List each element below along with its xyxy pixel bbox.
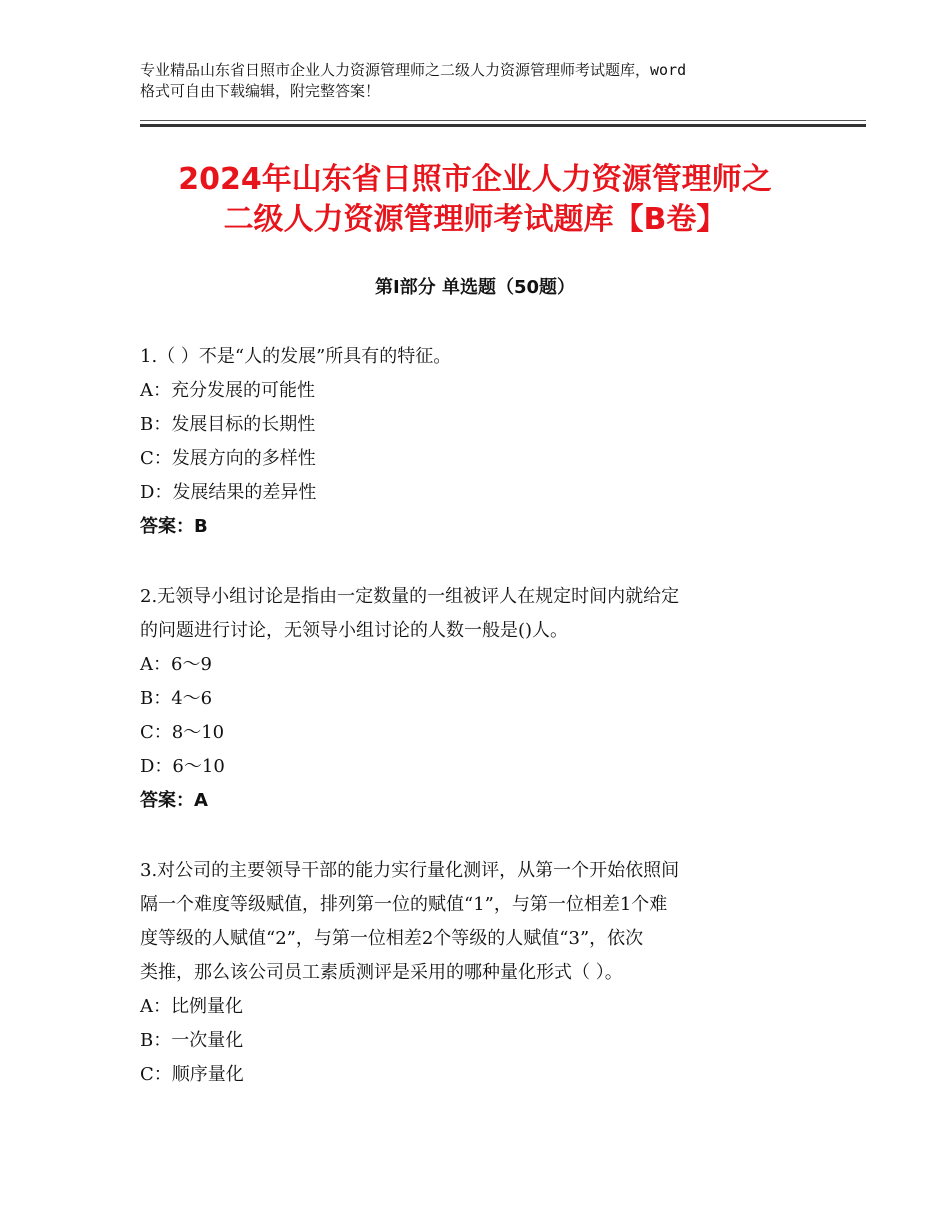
question-stem-line: 的问题进行讨论，无领导小组讨论的人数一般是()人。 bbox=[140, 620, 569, 641]
header-divider-thin bbox=[140, 120, 866, 121]
question-2 bbox=[140, 580, 810, 818]
option-d: D：6～10 bbox=[140, 756, 225, 777]
question-stem-line: 3.对公司的主要领导干部的能力实行量化测评，从第一个开始依照间 bbox=[140, 860, 680, 881]
option-c: C：顺序量化 bbox=[140, 1064, 244, 1085]
question-list bbox=[140, 340, 810, 1128]
document-title bbox=[100, 160, 850, 240]
option-b: B：4～6 bbox=[140, 688, 213, 709]
question-stem bbox=[140, 854, 810, 990]
section-title: 第Ⅰ部分 单选题（50题） bbox=[374, 277, 575, 298]
question-stem bbox=[140, 340, 810, 374]
question-1 bbox=[140, 340, 810, 544]
option-c: C：发展方向的多样性 bbox=[140, 448, 316, 469]
question-stem-line: 隔一个难度等级赋值，排列第一位的赋值“1”，与第一位相差1个难 bbox=[140, 894, 668, 915]
question-stem-line: 2.无领导小组讨论是指由一定数量的一组被评人在规定时间内就给定 bbox=[140, 586, 680, 607]
option-c: C：8～10 bbox=[140, 722, 225, 743]
option-a: A：充分发展的可能性 bbox=[140, 380, 315, 401]
question-stem-line: 度等级的人赋值“2”，与第一位相差2个等级的人赋值“3”，依次 bbox=[140, 928, 644, 949]
document-title-line: 二级人力资源管理师考试题库【B卷】 bbox=[223, 202, 727, 237]
header-note-line: 专业精品山东省日照市企业人力资源管理师之二级人力资源管理师考试题库，word bbox=[140, 61, 687, 79]
option-a: A：比例量化 bbox=[140, 996, 243, 1017]
question-3 bbox=[140, 854, 810, 1092]
answer-label: 答案：A bbox=[140, 790, 208, 811]
header-divider-thick bbox=[140, 124, 866, 127]
option-b: B：一次量化 bbox=[140, 1030, 244, 1051]
question-stem-line: 1.（ ）不是“人的发展”所具有的特征。 bbox=[140, 346, 452, 367]
option-d: D：发展结果的差异性 bbox=[140, 482, 317, 503]
option-a: A：6～9 bbox=[140, 654, 212, 675]
document-title-line: 2024年山东省日照市企业人力资源管理师之 bbox=[178, 162, 772, 197]
answer-label: 答案：B bbox=[140, 516, 208, 537]
header-note-line: 格式可自由下载编辑，附完整答案！ bbox=[140, 82, 381, 100]
question-stem bbox=[140, 580, 810, 648]
question-stem-line: 类推，那么该公司员工素质测评是采用的哪种量化形式（ ）。 bbox=[140, 962, 623, 983]
option-b: B：发展目标的长期性 bbox=[140, 414, 316, 435]
header-note bbox=[140, 60, 820, 102]
